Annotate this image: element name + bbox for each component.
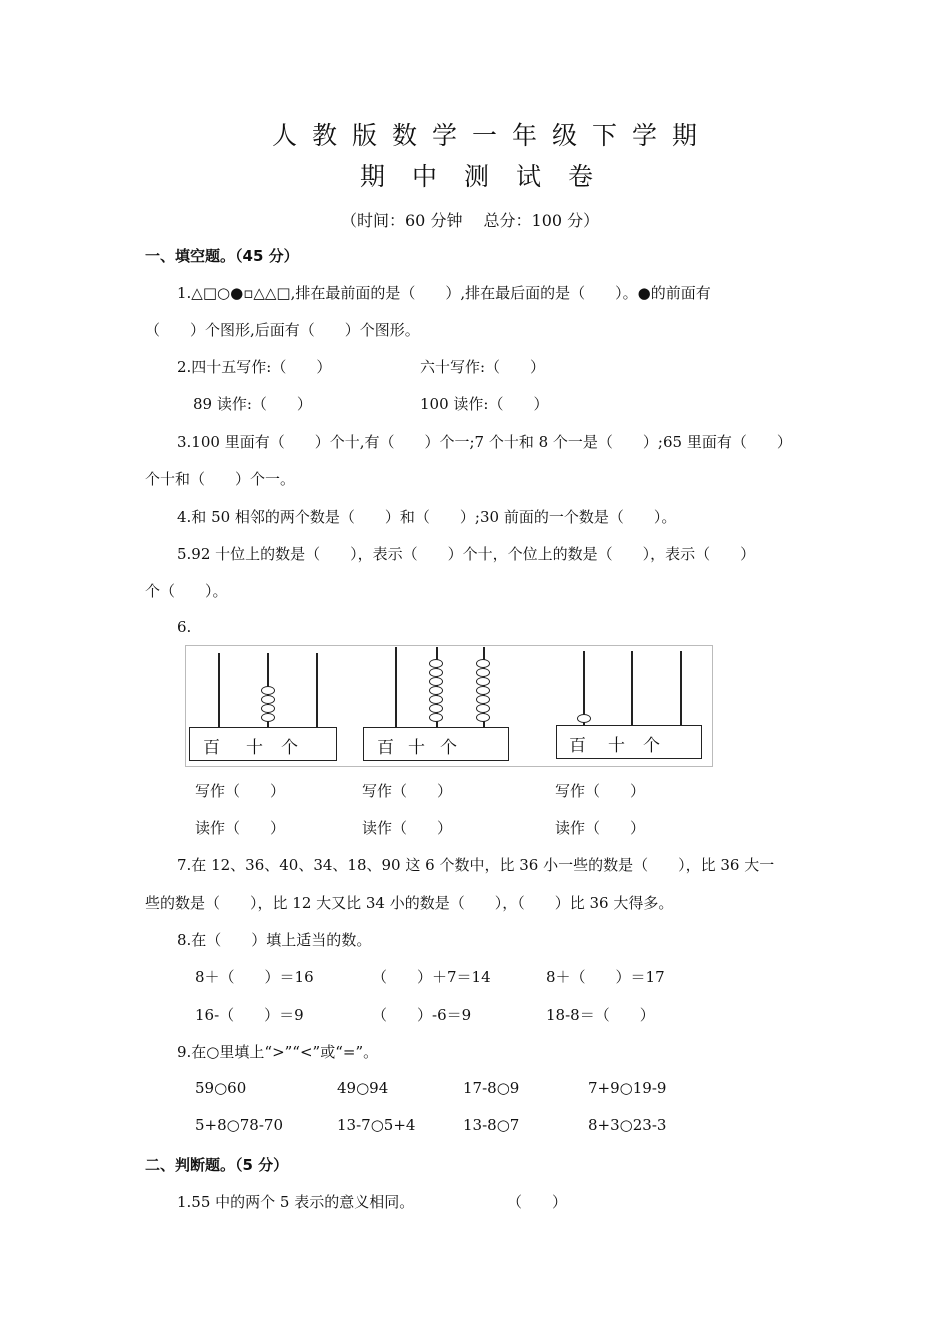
judge-q1: 1.55 中的两个 5 表示的意义相同。 (177, 1193, 415, 1211)
label-ones: 个 (281, 738, 298, 758)
q9-item: 13-7○5+4 (337, 1116, 416, 1134)
q2-read-100: 100 读作:（ ） (420, 395, 549, 413)
q9-item: 8+3○23-3 (588, 1116, 667, 1134)
label-hundreds: 百 (377, 738, 394, 758)
bead (429, 686, 443, 695)
bead (429, 668, 443, 677)
abacus-1-write: 写作（ ） (195, 782, 286, 800)
abacus-3-label-box (556, 725, 702, 759)
q9-item: 7+9○19-9 (588, 1079, 667, 1097)
q8-item: （ ）-6＝9 (372, 1006, 472, 1024)
q1-line-1: 1.△□○●▫△△□,排在最前面的是（ ）,排在最后面的是（ ）。●的前面有 (177, 284, 711, 302)
bead (476, 695, 490, 704)
bead (577, 714, 591, 723)
label-tens: 十 (246, 738, 263, 758)
q8-item: （ ）＋7＝14 (372, 968, 491, 986)
q9-item: 5+8○78-70 (195, 1116, 283, 1134)
section-1-heading: 一、填空题。（45 分） (145, 247, 299, 265)
q8-item: 8＋（ ）＝16 (195, 968, 314, 986)
q7-line-2: 些的数是（ ），比 12 大又比 34 小的数是（ ），（ ）比 36 大得多。 (145, 894, 674, 912)
bead (429, 659, 443, 668)
bead (476, 668, 490, 677)
bead (429, 695, 443, 704)
abacus-2-write: 写作（ ） (362, 782, 453, 800)
q5-line-1: 5.92 十位上的数是（ ），表示（ ）个十，个位上的数是（ ），表示（ ） (177, 545, 756, 563)
q8-item: 16-（ ）＝9 (195, 1006, 304, 1024)
q6-label: 6. (177, 618, 192, 636)
rod-tens (631, 651, 633, 725)
q2-write-45: 2.四十五写作:（ ） (177, 358, 332, 376)
q9-item: 17-8○9 (463, 1079, 520, 1097)
bead (429, 677, 443, 686)
bead (476, 704, 490, 713)
bead (429, 713, 443, 722)
bead (261, 686, 275, 695)
bead (476, 659, 490, 668)
abacus-2-label-box (363, 727, 509, 761)
label-ones: 个 (440, 738, 457, 758)
q5-line-2: 个（ ）。 (145, 582, 228, 600)
q1-line-2: （ ）个图形,后面有（ ）个图形。 (145, 321, 420, 339)
abacus-1-label-box (189, 727, 337, 761)
q7-line-1: 7.在 12、36、40、34、18、90 这 6 个数中，比 36 小一些的数是（ ），比 36 大一 (177, 856, 775, 874)
rod-ones (316, 653, 318, 727)
q2-write-60: 六十写作:（ ） (420, 358, 546, 376)
rod-ones (680, 651, 682, 725)
abacus-1-read: 读作（ ） (195, 819, 286, 837)
q9-item: 13-8○7 (463, 1116, 520, 1134)
judge-q1-blank: （ ） (507, 1193, 568, 1211)
bead (429, 704, 443, 713)
label-tens: 十 (608, 736, 625, 756)
q8-prompt: 8.在（ ）填上适当的数。 (177, 931, 372, 949)
label-hundreds: 百 (203, 738, 220, 758)
rod-hundreds (395, 647, 397, 727)
abacus-3-write: 写作（ ） (555, 782, 646, 800)
label-tens: 十 (408, 738, 425, 758)
q8-item: 18-8＝（ ） (546, 1006, 655, 1024)
bead (476, 686, 490, 695)
q3-line-1: 3.100 里面有（ ）个十,有（ ）个一;7 个十和 8 个一是（ ）;65 里面有（ ） (177, 433, 792, 451)
bead (261, 704, 275, 713)
q8-item: 8＋（ ）＝17 (546, 968, 665, 986)
label-hundreds: 百 (569, 736, 586, 756)
abacus-3-read: 读作（ ） (555, 819, 646, 837)
abacus-2-read: 读作（ ） (362, 819, 453, 837)
label-ones: 个 (643, 736, 660, 756)
title-line-1: 人教版数学一年级下学期 (272, 121, 713, 150)
exam-info: （时间：60 分钟 总分：100 分） (341, 211, 600, 230)
q3-line-2: 个十和（ ）个一。 (145, 470, 296, 488)
section-2-heading: 二、判断题。（5 分） (145, 1156, 289, 1174)
q9-item: 59○60 (195, 1079, 247, 1097)
bead (261, 713, 275, 722)
q9-item: 49○94 (337, 1079, 389, 1097)
q9-prompt: 9.在○里填上“>”“<”或“=”。 (177, 1043, 379, 1061)
bead (476, 677, 490, 686)
title-line-2: 期中测试卷 (360, 162, 621, 191)
q2-read-89: 89 读作:（ ） (193, 395, 312, 413)
bead (261, 695, 275, 704)
bead (476, 713, 490, 722)
rod-hundreds (218, 653, 220, 727)
q4-line: 4.和 50 相邻的两个数是（ ）和（ ）;30 前面的一个数是（ ）。 (177, 508, 677, 526)
